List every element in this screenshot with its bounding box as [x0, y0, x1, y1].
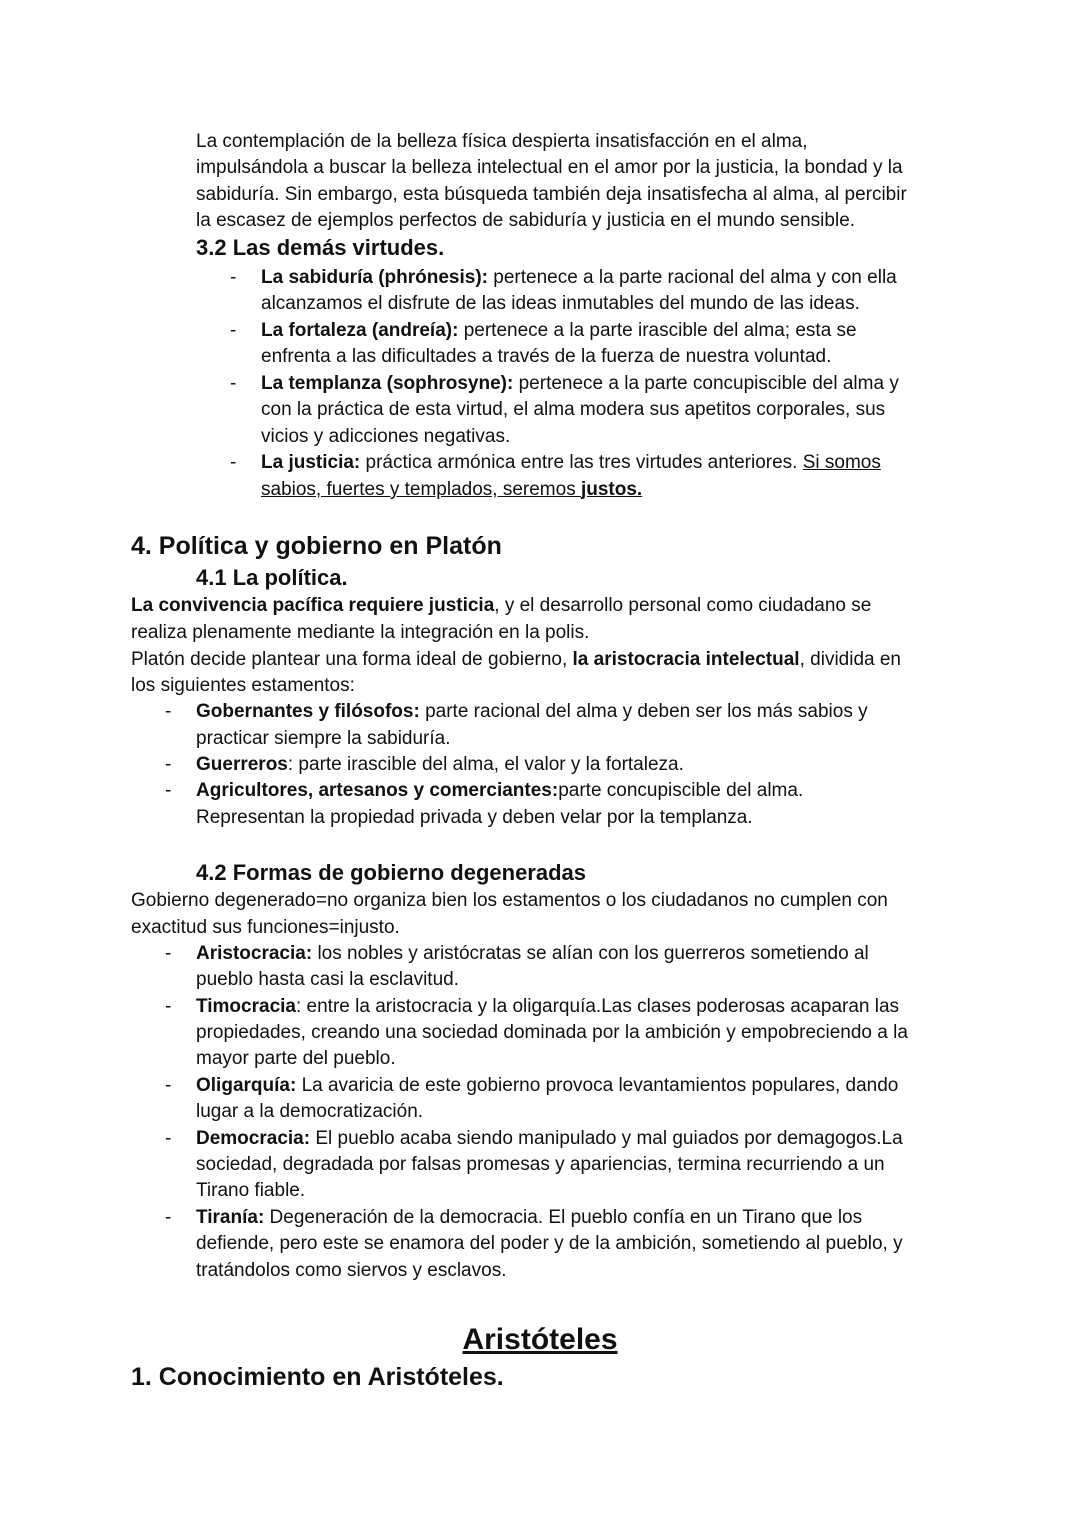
bullet-continuation: [261, 477, 642, 503]
text-run: Representan la propiedad privada y deben velar por la templanza.: [196, 807, 753, 828]
bullet-dash: -: [165, 1128, 172, 1149]
bullet-item: [261, 371, 899, 397]
bullet-dash: -: [165, 780, 172, 801]
document-title: [0, 1322, 1080, 1358]
section-heading: [196, 859, 586, 887]
bullet-dash: -: [165, 1075, 172, 1096]
bold-term: justos.: [580, 479, 643, 500]
bullet-dash: -: [165, 996, 172, 1017]
paragraph-line: [196, 182, 907, 208]
text-run: sabios, fuertes y templados, seremos: [261, 479, 581, 500]
text-run: mayor parte del pueblo.: [196, 1048, 396, 1069]
bold-term: Democracia:: [196, 1128, 311, 1149]
bullet-item: [196, 1126, 903, 1152]
bullet-continuation: [196, 1152, 885, 1178]
text-run: pertenece a la parte irascible del alma; esta se: [458, 320, 857, 341]
text-run: , dividida en: [799, 649, 901, 670]
bold-term: La justicia:: [261, 452, 361, 473]
bullet-dash: -: [165, 1207, 172, 1228]
bullet-dash: -: [230, 373, 237, 394]
text-run: Tirano fiable.: [196, 1180, 306, 1201]
bullet-continuation: [196, 967, 459, 993]
text-run: 4. Política y gobierno en Platón: [131, 532, 502, 560]
paragraph-line: [131, 673, 355, 699]
text-run: alcanzamos el disfrute de las ideas inmutables del mundo de las ideas.: [261, 293, 860, 314]
bold-term: La convivencia pacífica requiere justicia: [131, 595, 495, 616]
text-run: 3.2 Las demás virtudes.: [196, 235, 445, 260]
bullet-item: [196, 1073, 898, 1099]
text-run: propiedades, creando una sociedad dominada por la ambición y empobreciendo a la: [196, 1022, 908, 1043]
bold-term: Agricultores, artesanos y comerciantes:: [196, 780, 559, 801]
text-run: enfrenta a las dificultades a través de la fuerza de nuestra voluntad.: [261, 346, 832, 367]
section-heading: [196, 234, 444, 262]
bullet-item: [196, 778, 803, 804]
paragraph-line: [196, 155, 903, 181]
bullet-continuation: [196, 1178, 305, 1204]
text-run: tratándolos como siervos y esclavos.: [196, 1260, 507, 1281]
bullet-item: [261, 318, 857, 344]
text-run: 4.2 Formas de gobierno degeneradas: [196, 860, 587, 885]
text-run: con la práctica de esta virtud, el alma modera sus apetitos corporales, sus: [261, 399, 886, 420]
text-run: Degeneración de la democracia. El pueblo confía en un Tirano que los: [264, 1207, 863, 1228]
bullet-item: [261, 265, 897, 291]
bold-term: La fortaleza (andreía):: [261, 320, 459, 341]
chapter-heading: [131, 1362, 504, 1392]
bold-term: la aristocracia intelectual: [572, 649, 800, 670]
text-run: impulsándola a buscar la belleza intelectual en el amor por la justicia, la bondad y la: [196, 157, 903, 178]
bullet-item: [196, 752, 684, 778]
bullet-item: [261, 450, 881, 476]
text-run: defiende, pero este se enamora del poder y de la ambición, sometiendo al pueblo, y: [196, 1233, 903, 1254]
bullet-continuation: [196, 1231, 903, 1257]
bold-term: Tiranía:: [196, 1207, 265, 1228]
paragraph-line: [131, 888, 888, 914]
bullet-continuation: [196, 805, 753, 831]
text-run: pertenece a la parte racional del alma y con ella: [487, 267, 897, 288]
bullet-item: [196, 1205, 862, 1231]
paragraph-line: [131, 915, 400, 941]
bullet-continuation: [196, 1099, 423, 1125]
bullet-continuation: [196, 1020, 908, 1046]
bullet-item: [196, 941, 869, 967]
bold-term: Aristocracia:: [196, 943, 313, 964]
bullet-continuation: [261, 424, 510, 450]
text-run: lugar a la democratización.: [196, 1101, 424, 1122]
text-run: El pueblo acaba siendo manipulado y mal guiados por demagogos.La: [310, 1128, 903, 1149]
bullet-dash: -: [165, 701, 172, 722]
text-run: la escasez de ejemplos perfectos de sabiduría y justicia en el mundo sensible.: [196, 210, 856, 231]
bullet-continuation: [196, 1046, 396, 1072]
text-run: sabiduría. Sin embargo, esta búsqueda también deja insatisfecha al alma, al percibir: [196, 184, 907, 205]
paragraph-line: [196, 129, 808, 155]
text-run: parte concupiscible del alma.: [558, 780, 804, 801]
bullet-continuation: [196, 726, 451, 752]
text-run: sociedad, degradada por falsas promesas y apariencias, termina recurriendo a un: [196, 1154, 885, 1175]
text-run: practicar siempre la sabiduría.: [196, 728, 451, 749]
text-run: 1. Conocimiento en Aristóteles.: [131, 1363, 504, 1391]
text-run: los nobles y aristócratas se alían con los guerreros sometiendo al: [312, 943, 869, 964]
text-run: práctica armónica entre las tres virtudes anteriores.: [360, 452, 803, 473]
text-run: La avaricia de este gobierno provoca levantamientos populares, dando: [296, 1075, 899, 1096]
section-heading: [196, 564, 348, 592]
bullet-dash: -: [230, 320, 237, 341]
chapter-heading: [131, 531, 502, 561]
text-run: : entre la aristocracia y la oligarquía.Las clases poderosas acaparan las: [295, 996, 900, 1017]
bold-term: Gobernantes y filósofos:: [196, 701, 420, 722]
text-run: Aristóteles: [462, 1323, 618, 1356]
bullet-dash: -: [230, 267, 237, 288]
text-run: Platón decide plantear una forma ideal de gobierno,: [131, 649, 573, 670]
text-run: parte racional del alma y deben ser los más sabios y: [419, 701, 868, 722]
text-run: vicios y adicciones negativas.: [261, 426, 511, 447]
bullet-continuation: [261, 344, 831, 370]
paragraph-line: [131, 593, 871, 619]
text-run: 4.1 La política.: [196, 565, 348, 590]
text-run: realiza plenamente mediante la integración en la polis.: [131, 622, 590, 643]
bullet-dash: -: [165, 754, 172, 775]
text-run: Gobierno degenerado=no organiza bien los estamentos o los ciudadanos no cumplen con: [131, 890, 888, 911]
text-run: pertenece a la parte concupiscible del alma y: [513, 373, 899, 394]
text-run: , y el desarrollo personal como ciudadano se: [494, 595, 872, 616]
bullet-dash: -: [230, 452, 237, 473]
paragraph-line: [131, 620, 589, 646]
paragraph-line: [131, 647, 901, 673]
text-run: : parte irascible del alma, el valor y la fortaleza.: [287, 754, 684, 775]
bullet-item: [196, 699, 868, 725]
bullet-continuation: [196, 1258, 506, 1284]
text-run: La contemplación de la belleza física despierta insatisfacción en el alma,: [196, 131, 808, 152]
bold-term: Guerreros: [196, 754, 288, 775]
text-run: exactitud sus funciones=injusto.: [131, 917, 400, 938]
bullet-item: [196, 994, 899, 1020]
bold-term: La sabiduría (phrónesis):: [261, 267, 488, 288]
text-run: Si somos: [802, 452, 881, 473]
paragraph-line: [196, 208, 855, 234]
bold-term: La templanza (sophrosyne):: [261, 373, 514, 394]
bullet-continuation: [261, 397, 885, 423]
text-run: pueblo hasta casi la esclavitud.: [196, 969, 459, 990]
bold-term: Oligarquía:: [196, 1075, 297, 1096]
bullet-continuation: [261, 291, 860, 317]
bold-term: Timocracia: [196, 996, 296, 1017]
text-run: los siguientes estamentos:: [131, 675, 355, 696]
bullet-dash: -: [165, 943, 172, 964]
